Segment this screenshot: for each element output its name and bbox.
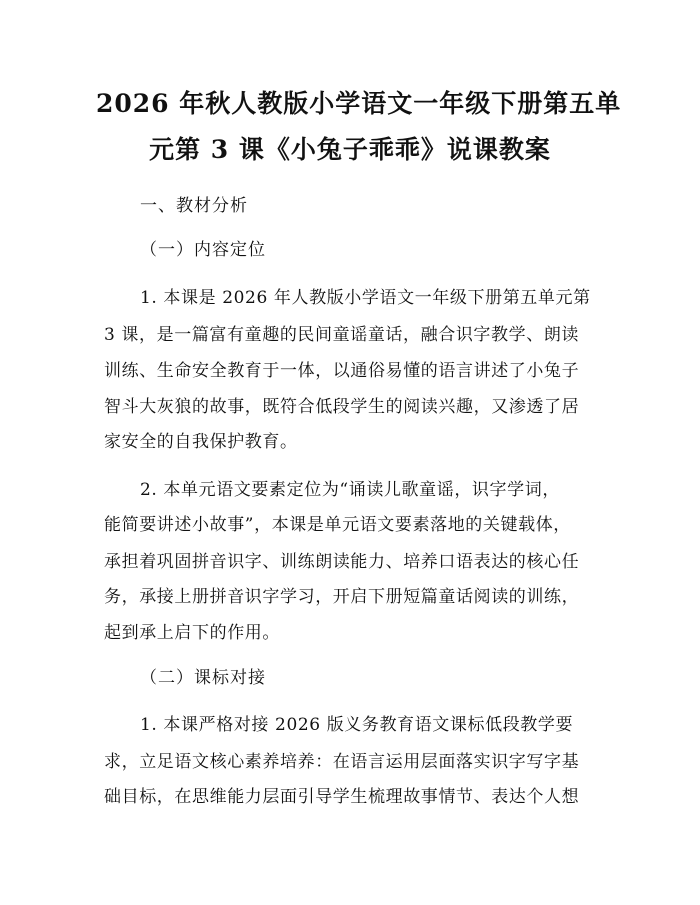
paragraph-line: 2. 本单元语文要素定位为“诵读儿歌童谣，识字学词， [140, 480, 560, 500]
paragraph-line: 务，承接上册拼音识字学习，开启下册短篇童话阅读的训练， [104, 587, 580, 607]
paragraph-line: 智斗大灰狼的故事，既符合低段学生的阅读兴趣，又渗透了居 [104, 397, 580, 417]
paragraph-line: 1. 本课是 2026 年人教版小学语文一年级下册第五单元第 [140, 288, 591, 308]
paragraph-line: 能简要讲述小故事”，本课是单元语文要素落地的关键载体， [104, 515, 571, 535]
subsection-heading-curriculum-alignment: （二）课标对接 [140, 668, 266, 688]
document-title-line-1: 2026 年秋人教版小学语文一年级下册第五单 [96, 89, 622, 118]
paragraph-line: 训练、生命安全教育于一体，以通俗易懂的语言讲述了小兔子 [104, 361, 580, 381]
paragraph-line: 求，立足语文核心素养培养：在语言运用层面落实识字写字基 [104, 752, 580, 772]
paragraph-line: 承担着巩固拼音识字、训练朗读能力、培养口语表达的核心任 [104, 552, 580, 572]
paragraph-line: 起到承上启下的作用。 [104, 623, 280, 643]
paragraph-line: 1. 本课严格对接 2026 版义务教育语文课标低段教学要 [140, 715, 574, 735]
paragraph-line: 家安全的自我保护教育。 [104, 432, 298, 452]
paragraph-line: 3 课，是一篇富有童趣的民间童谣童话，融合识字教学、朗读 [104, 325, 580, 345]
paragraph-line: 础目标，在思维能力层面引导学生梳理故事情节、表达个人想 [104, 787, 580, 807]
subsection-heading-content-positioning: （一）内容定位 [140, 240, 266, 260]
document-title-line-2: 元第 3 课《小兔子乖乖》说课教案 [149, 135, 551, 164]
section-heading-textbook-analysis: 一、教材分析 [140, 196, 248, 216]
